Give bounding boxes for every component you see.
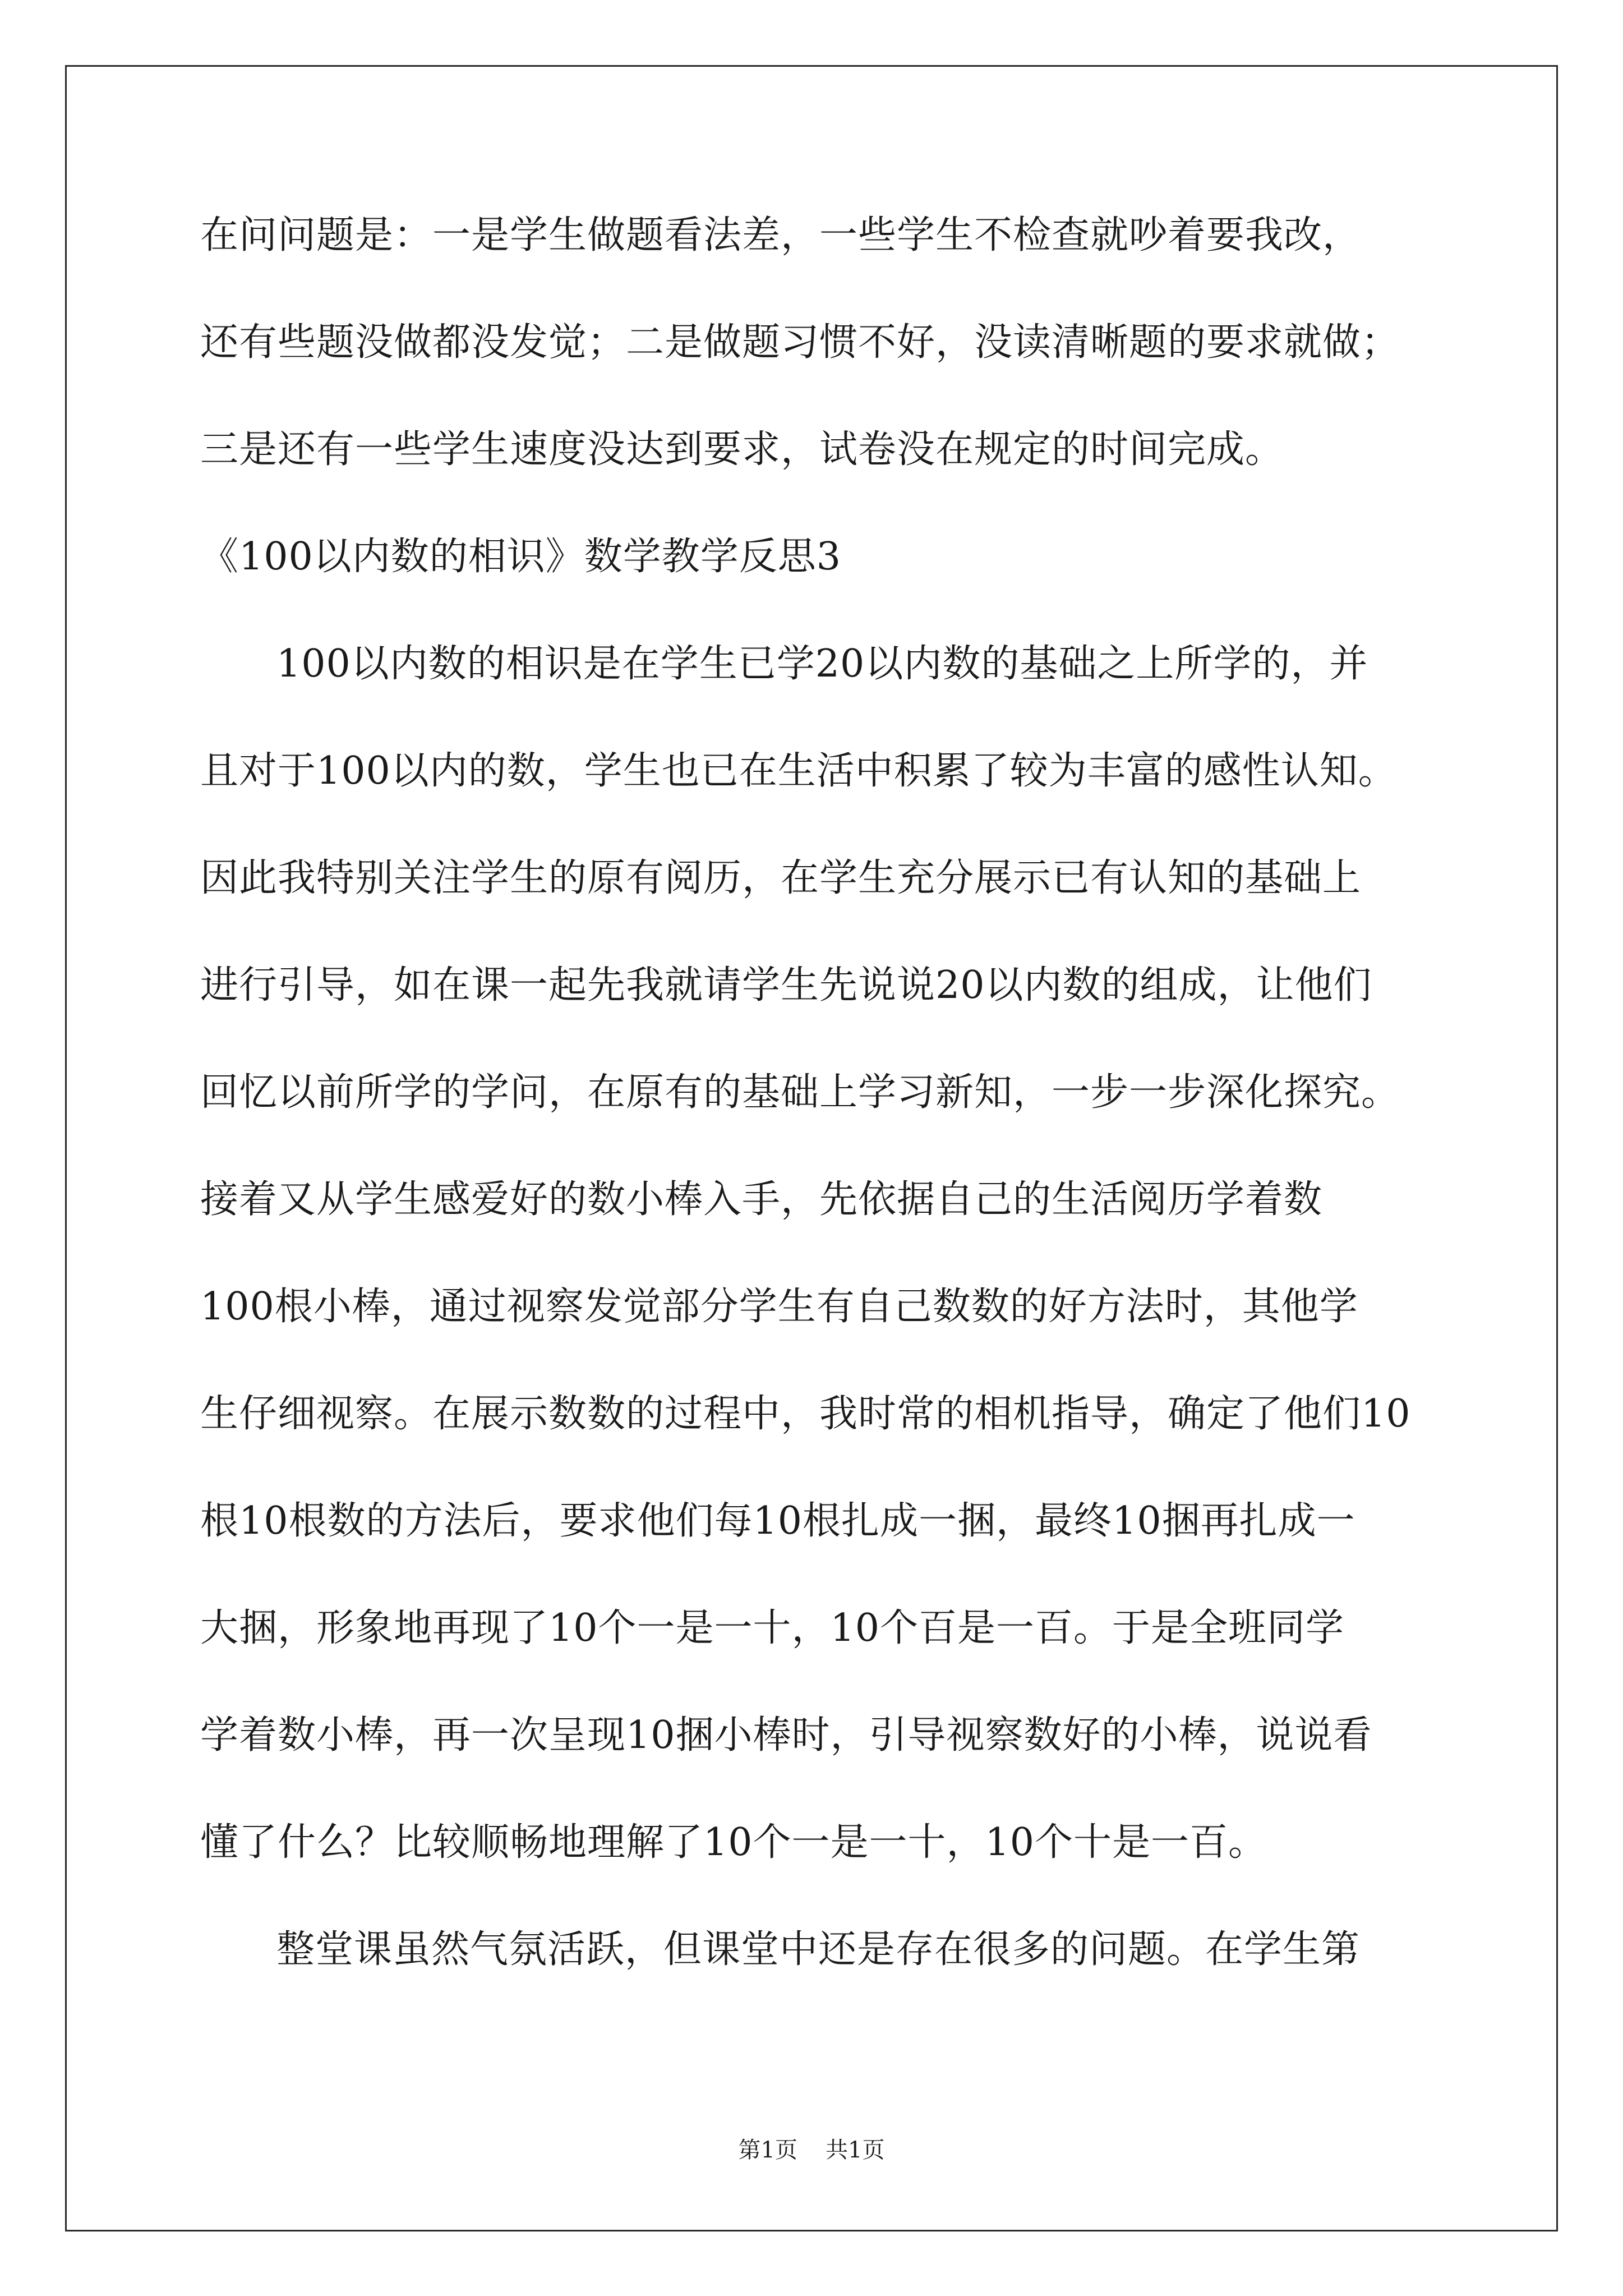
text-line: 接着又从学生感爱好的数小棒入手，先依据自己的生活阅历学着数 [200, 1177, 1323, 1222]
text-line: 回忆以前所学的学问，在原有的基础上学习新知，一步一步深化探究。 [200, 1070, 1400, 1115]
text-line: 100根小棒，通过视察发觉部分学生有自己数数的好方法时，其他学 [200, 1285, 1358, 1329]
section-heading: 《100以内数的相识》数学教学反思3 [200, 535, 842, 579]
text-line: 在问问题是：一是学生做题看法差，一些学生不检查就吵着要我改， [200, 213, 1362, 257]
text-line: 生仔细视察。在展示数数的过程中，我时常的相机指导，确定了他们10 [200, 1392, 1411, 1436]
document-body [200, 208, 1423, 2029]
text-line: 三是还有一些学生速度没达到要求，试卷没在规定的时间完成。 [200, 427, 1284, 472]
text-line: 学着数小棒，再一次呈现10捆小棒时，引导视察数好的小棒，说说看 [200, 1713, 1372, 1757]
page-number: 第1页 [738, 2137, 797, 2163]
text-line: 大捆，形象地再现了10个一是一十，10个百是一百。于是全班同学 [200, 1606, 1345, 1650]
text-line: 进行引导，如在课一起先我就请学生先说说20以内数的组成，让他们 [200, 963, 1372, 1007]
text-line: 因此我特别关注学生的原有阅历，在学生充分展示已有认知的基础上 [200, 856, 1362, 900]
page-total: 共1页 [826, 2137, 885, 2163]
text-line: 懂了什么？比较顺畅地理解了10个一是一十，10个十是一百。 [200, 1820, 1267, 1865]
paragraph-start-line: 整堂课虽然气氛活跃，但课堂中还是存在很多的问题。在学生第 [276, 1927, 1361, 1972]
page-footer [0, 2136, 1623, 2164]
paragraph-start-line: 100以内数的相识是在学生已学20以内数的基础之上所学的，并 [276, 642, 1368, 686]
text-line: 根10根数的方法后，要求他们每10根扎成一捆，最终10捆再扎成一 [200, 1499, 1355, 1543]
text-line: 还有些题没做都没发觉；二是做题习惯不好，没读清晰题的要求就做； [200, 320, 1400, 365]
text-line: 且对于100以内的数，学生也已在生活中积累了较为丰富的感性认知。 [200, 749, 1397, 793]
